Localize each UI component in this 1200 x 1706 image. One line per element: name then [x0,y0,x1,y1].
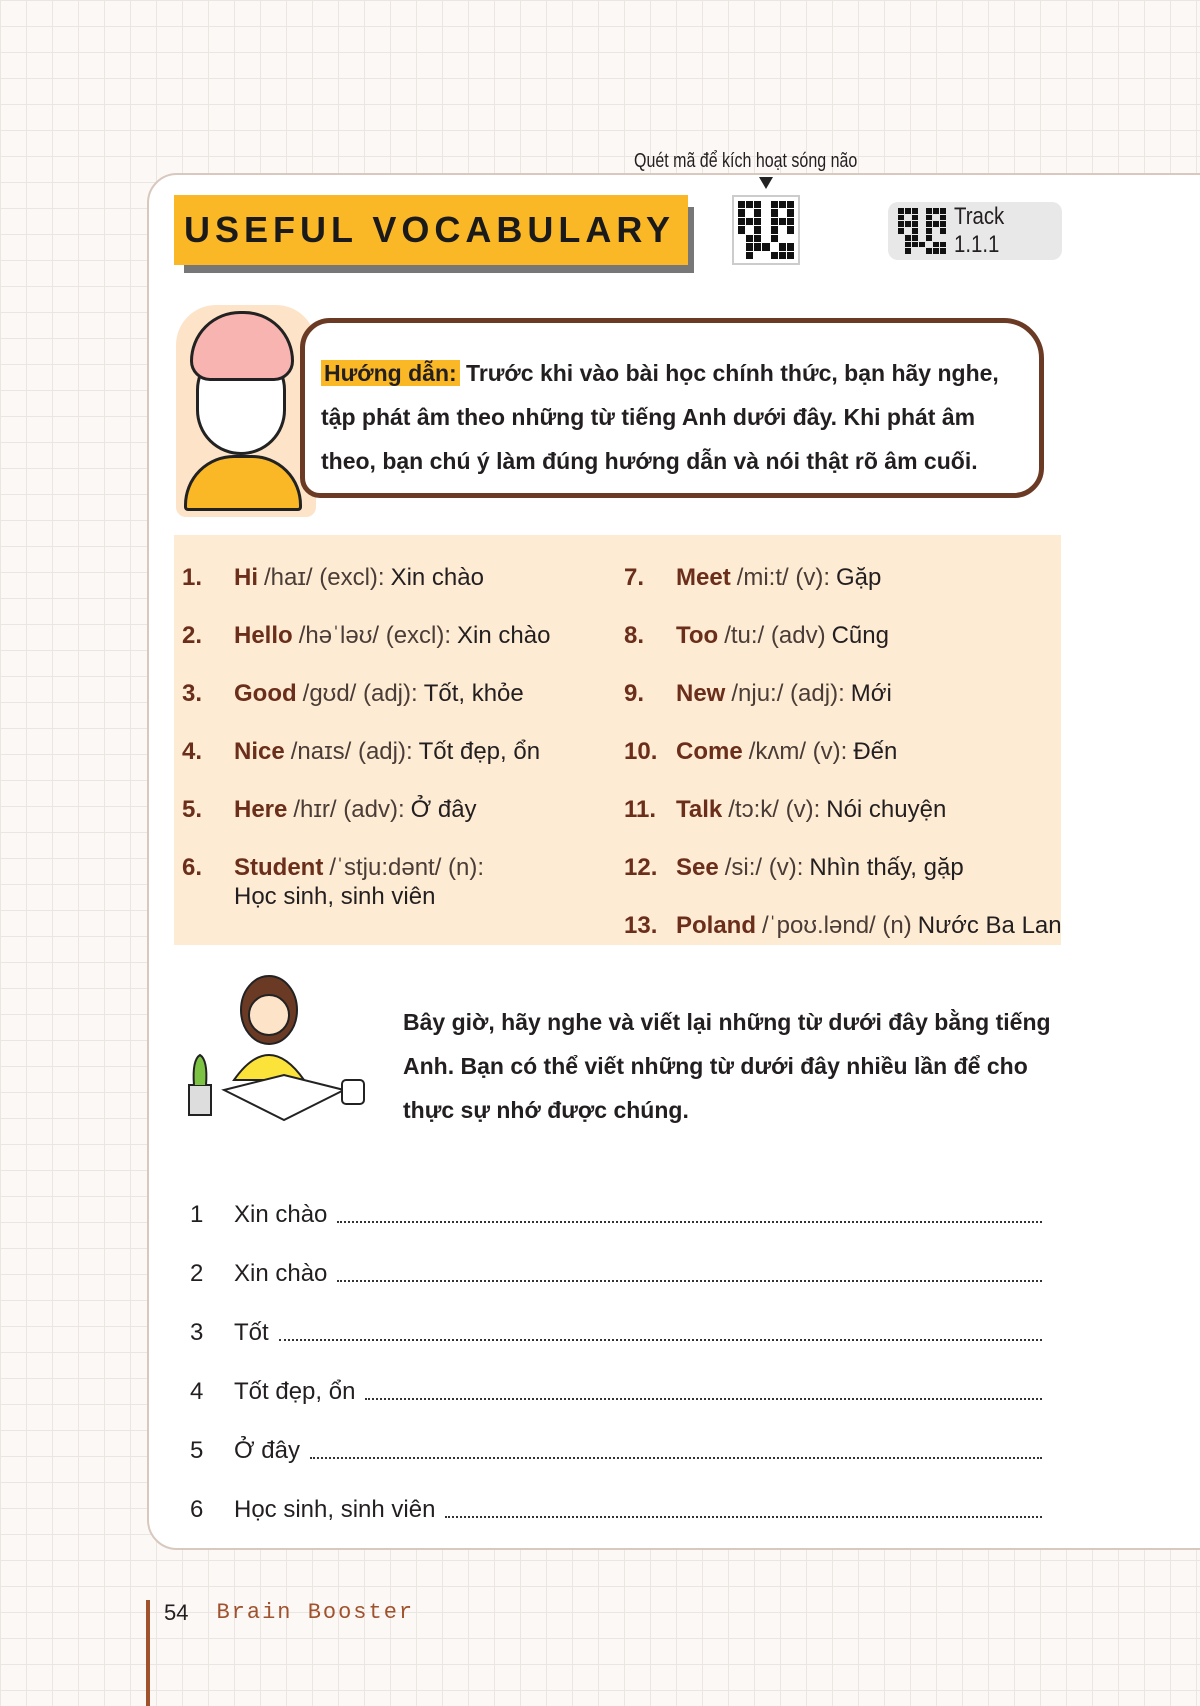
guide-label: Hướng dẫn: [321,360,460,386]
vocab-item [624,839,1064,897]
vocab-word: Too [676,622,719,649]
writing-line [190,1170,1042,1229]
vocab-word: Come [676,738,743,765]
vocab-item [624,607,1064,665]
vocab-number: 2. [182,622,203,649]
vocab-phonetic: /naɪs/ (adj): [290,738,413,765]
vocab-phonetic: /kʌm/ (v): [748,738,848,765]
vocab-meaning: Ở đây [410,796,477,823]
vocab-item [624,549,1064,607]
boy-illustration [176,305,316,517]
vocab-meaning: Đến [853,738,898,765]
answer-blank[interactable] [310,1457,1042,1459]
audio-track-badge[interactable] [888,202,1062,260]
girl-studying-illustration [184,970,374,1130]
page-number: 54 [164,1600,189,1625]
line-number: 2 [190,1260,204,1287]
vocab-word: Here [234,796,288,823]
qr-code-icon [898,208,944,254]
answer-blank[interactable] [365,1398,1042,1400]
vocab-item [182,665,602,723]
section-title: USEFUL VOCABULARY [184,209,676,250]
vocab-meaning: Tốt đẹp, ổn [418,738,541,765]
track-label: Track 1.1.1 [954,203,1005,258]
vocab-phonetic: /nju:/ (adj): [731,680,845,707]
vocab-meaning: Nước Ba Lan [917,912,1062,939]
exercise-instruction: Bây giờ, hãy nghe và viết lại những từ dưới đây bằng tiếng Anh. Bạn có thể viết những từ dưới đây nhiều lần để cho thực sự nhớ được chúng. [403,1009,1051,1123]
vocab-number: 13. [624,912,658,939]
writing-line [190,1347,1042,1406]
vocab-phonetic: /ˈstju:dənt/ (n): [329,854,485,881]
line-prompt: Ở đây [234,1437,300,1464]
answer-blank[interactable] [445,1516,1042,1518]
vocab-word: Hello [234,622,293,649]
vocab-item [182,549,602,607]
writing-line [190,1229,1042,1288]
vocab-meaning: Gặp [836,564,882,591]
vocab-word: Poland [676,912,757,939]
vocab-item [624,665,1064,723]
vocab-number: 11. [624,796,657,823]
vocab-meaning: Tốt, khỏe [423,680,524,707]
answer-blank[interactable] [337,1280,1042,1282]
vocab-meaning: Xin chào [457,622,551,649]
writing-line [190,1465,1042,1524]
vocab-item [624,723,1064,781]
vocab-number: 8. [624,622,645,649]
vocab-phonetic: /həˈləʊ/ (excl): [298,622,452,649]
writing-line [190,1406,1042,1465]
vocab-number: 7. [624,564,645,591]
book-title: Brain Booster [216,1600,415,1625]
vocab-meaning: Xin chào [390,564,484,591]
line-number: 5 [190,1437,204,1464]
line-prompt: Tốt đẹp, ổn [234,1378,356,1405]
vocab-number: 10. [624,738,658,765]
vocab-word: Talk [676,796,723,823]
line-number: 3 [190,1319,204,1346]
vocab-meaning: Học sinh, sinh viên [234,883,436,910]
vocab-phonetic: /tɔ:k/ (v): [728,796,821,823]
vocab-word: Hi [234,564,258,591]
vocab-meaning: Nói chuyện [826,796,947,823]
line-number: 6 [190,1496,204,1523]
vocab-item [624,897,1064,955]
vocab-item [182,607,602,665]
vocab-phonetic: /gʊd/ (adj): [302,680,418,707]
vocab-number: 6. [182,854,203,881]
vocab-number: 12. [624,854,658,881]
vocab-phonetic: /tu:/ (adv) [724,622,826,649]
vocab-phonetic: /si:/ (v): [724,854,804,881]
vocab-word: Good [234,680,297,707]
vocab-phonetic: /haɪ/ (excl): [264,564,385,591]
vocab-item [624,781,1064,839]
answer-blank[interactable] [279,1339,1042,1341]
vocab-word: Nice [234,738,285,765]
vocab-phonetic: /ˈpoʊ.lənd/ (n) [762,912,912,939]
vocab-number: 1. [182,564,203,591]
answer-blank[interactable] [337,1221,1042,1223]
guide-text: Trước khi vào bài học chính thức, bạn hãy nghe, tập phát âm theo những từ tiếng Anh dưới đây. Khi phát âm theo, bạn chú ý làm đúng hướng dẫn và nói thật rõ âm cuối. [321,360,999,474]
section-title-banner [174,195,688,265]
line-prompt: Học sinh, sinh viên [234,1496,436,1523]
vocab-phonetic: /mi:t/ (v): [736,564,831,591]
line-prompt: Tốt [234,1319,269,1346]
vocab-item [182,781,602,839]
vocab-item [182,723,602,781]
arrow-down-icon [759,177,773,189]
vocab-meaning: Mới [850,680,892,707]
vocab-word: Student [234,854,324,881]
page-footer [146,1600,414,1706]
line-prompt: Xin chào [234,1201,328,1228]
vocab-number: 9. [624,680,645,707]
qr-code-icon[interactable] [732,195,800,265]
line-number: 1 [190,1201,204,1228]
vocab-number: 5. [182,796,203,823]
vocab-number: 3. [182,680,203,707]
vocab-meaning: Nhìn thấy, gặp [809,854,964,881]
writing-line [190,1288,1042,1347]
vocab-word: New [676,680,726,707]
guide-speech-bubble [300,318,1044,498]
scan-hint: Quét mã để kích hoạt sóng não [634,150,858,172]
vocabulary-box [174,535,1061,945]
vocab-word: Meet [676,564,731,591]
line-prompt: Xin chào [234,1260,328,1287]
writing-exercise [190,1170,1042,1524]
line-number: 4 [190,1378,204,1405]
vocab-meaning: Cũng [831,622,889,649]
vocab-word: See [676,854,719,881]
vocab-number: 4. [182,738,203,765]
vocab-phonetic: /hɪr/ (adv): [293,796,405,823]
